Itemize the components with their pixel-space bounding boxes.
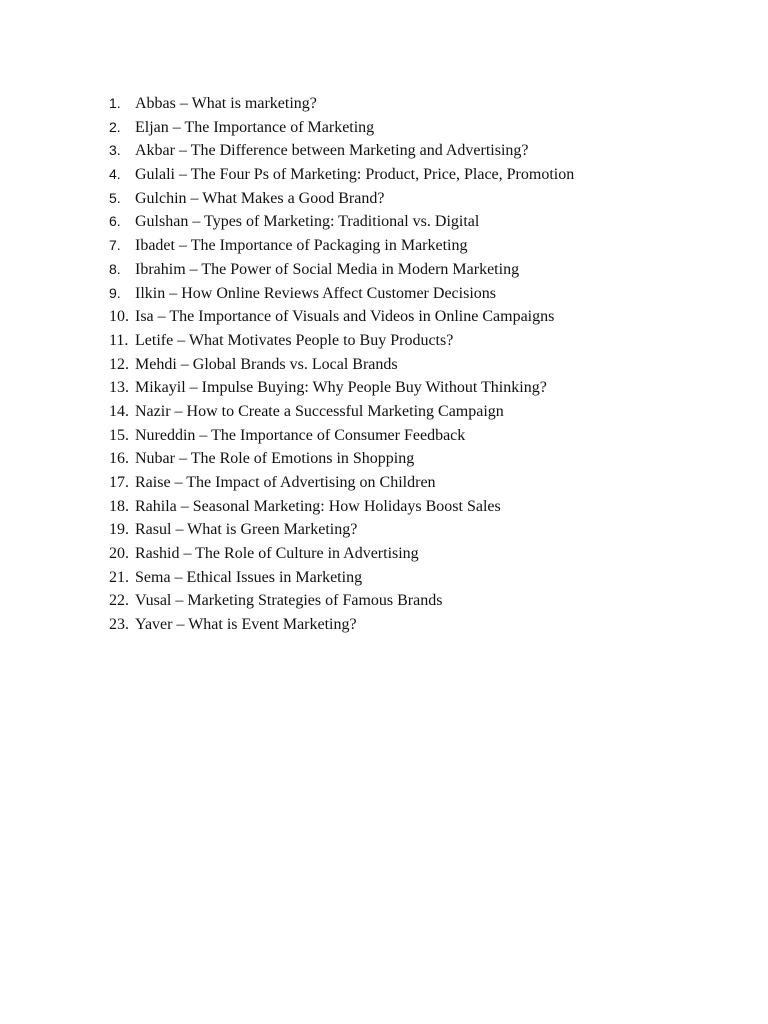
list-item-number: 4.: [109, 166, 121, 183]
list-item: [109, 542, 574, 566]
list-item: [109, 329, 574, 353]
list-item-text: Nureddin – The Importance of Consumer Feedback: [135, 426, 466, 444]
list-item-number: 6.: [109, 213, 121, 230]
list-item-text: Gulchin – What Makes a Good Brand?: [135, 189, 385, 207]
list-item: [109, 234, 574, 258]
list-item-number: 20.: [109, 545, 129, 563]
list-item-text: Yaver – What is Event Marketing?: [135, 616, 357, 634]
list-item-text: Gulshan – Types of Marketing: Traditional vs. Digital: [135, 213, 480, 231]
list-item-text: Ilkin – How Online Reviews Affect Customer Decisions: [135, 284, 496, 302]
topic-list: [109, 92, 574, 637]
list-item-text: Ibadet – The Importance of Packaging in Marketing: [135, 237, 468, 255]
list-item-number: 5.: [109, 189, 121, 206]
list-item-text: Gulali – The Four Ps of Marketing: Product, Price, Place, Promotion: [135, 166, 575, 184]
list-item-number: 11.: [109, 331, 129, 349]
list-item-number: 12.: [109, 355, 129, 373]
list-item-number: 13.: [109, 379, 129, 397]
list-item-text: Eljan – The Importance of Marketing: [135, 118, 375, 136]
list-item-text: Akbar – The Difference between Marketing and Advertising?: [135, 142, 529, 160]
list-item-number: 15.: [109, 426, 129, 444]
list-item: [109, 400, 574, 424]
list-item: [109, 589, 574, 613]
list-item: [109, 613, 574, 637]
list-item-text: Rashid – The Role of Culture in Advertising: [135, 545, 419, 563]
list-item-number: 19.: [109, 521, 129, 539]
list-item-number: 18.: [109, 497, 129, 515]
list-item: [109, 518, 574, 542]
list-item-number: 10.: [109, 308, 129, 326]
list-item-text: Rasul – What is Green Marketing?: [135, 521, 358, 539]
list-item: [109, 139, 574, 163]
list-item: [109, 187, 574, 211]
list-item-number: 17.: [109, 474, 129, 491]
list-item-text: Sema – Ethical Issues in Marketing: [135, 568, 363, 586]
list-item-number: 2.: [109, 118, 121, 135]
list-item-number: 1.: [109, 95, 121, 111]
list-item: [109, 447, 574, 471]
list-item-text: Mehdi – Global Brands vs. Local Brands: [135, 355, 398, 373]
list-item: [109, 353, 574, 377]
list-item-number: 9.: [109, 284, 121, 301]
list-item-text: Letife – What Motivates People to Buy Products?: [135, 331, 454, 349]
list-item-number: 23.: [109, 616, 129, 634]
list-item-number: 22.: [109, 592, 129, 610]
list-item-text: Ibrahim – The Power of Social Media in Modern Marketing: [135, 260, 520, 278]
list-item: [109, 471, 574, 495]
list-item-number: 21.: [109, 568, 129, 586]
list-item: [109, 258, 574, 282]
list-item-number: 8.: [109, 260, 121, 277]
list-item-text: Rahila – Seasonal Marketing: How Holidays Boost Sales: [135, 497, 501, 515]
list-item-text: Nazir – How to Create a Successful Marketing Campaign: [135, 402, 504, 420]
list-item: [109, 566, 574, 590]
list-item-text: Abbas – What is marketing?: [135, 95, 317, 112]
list-item-text: Isa – The Importance of Visuals and Videos in Online Campaigns: [135, 308, 555, 326]
list-item: [109, 92, 574, 116]
list-item-text: Raise – The Impact of Advertising on Children: [135, 474, 436, 491]
list-item: [109, 376, 574, 400]
list-item-number: 16.: [109, 450, 129, 468]
list-item: [109, 116, 574, 140]
list-item-text: Vusal – Marketing Strategies of Famous Brands: [135, 592, 443, 610]
list-item: [109, 424, 574, 448]
list-item-text: Mikayil – Impulse Buying: Why People Buy Without Thinking?: [135, 379, 547, 397]
list-item-number: 3.: [109, 142, 121, 159]
list-item: [109, 282, 574, 306]
list-item: [109, 495, 574, 519]
list-item-number: 14.: [109, 402, 129, 420]
list-item: [109, 163, 574, 187]
list-item: [109, 210, 574, 234]
list-item-number: 7.: [109, 237, 121, 254]
list-item-text: Nubar – The Role of Emotions in Shopping: [135, 450, 415, 468]
list-item: [109, 305, 574, 329]
